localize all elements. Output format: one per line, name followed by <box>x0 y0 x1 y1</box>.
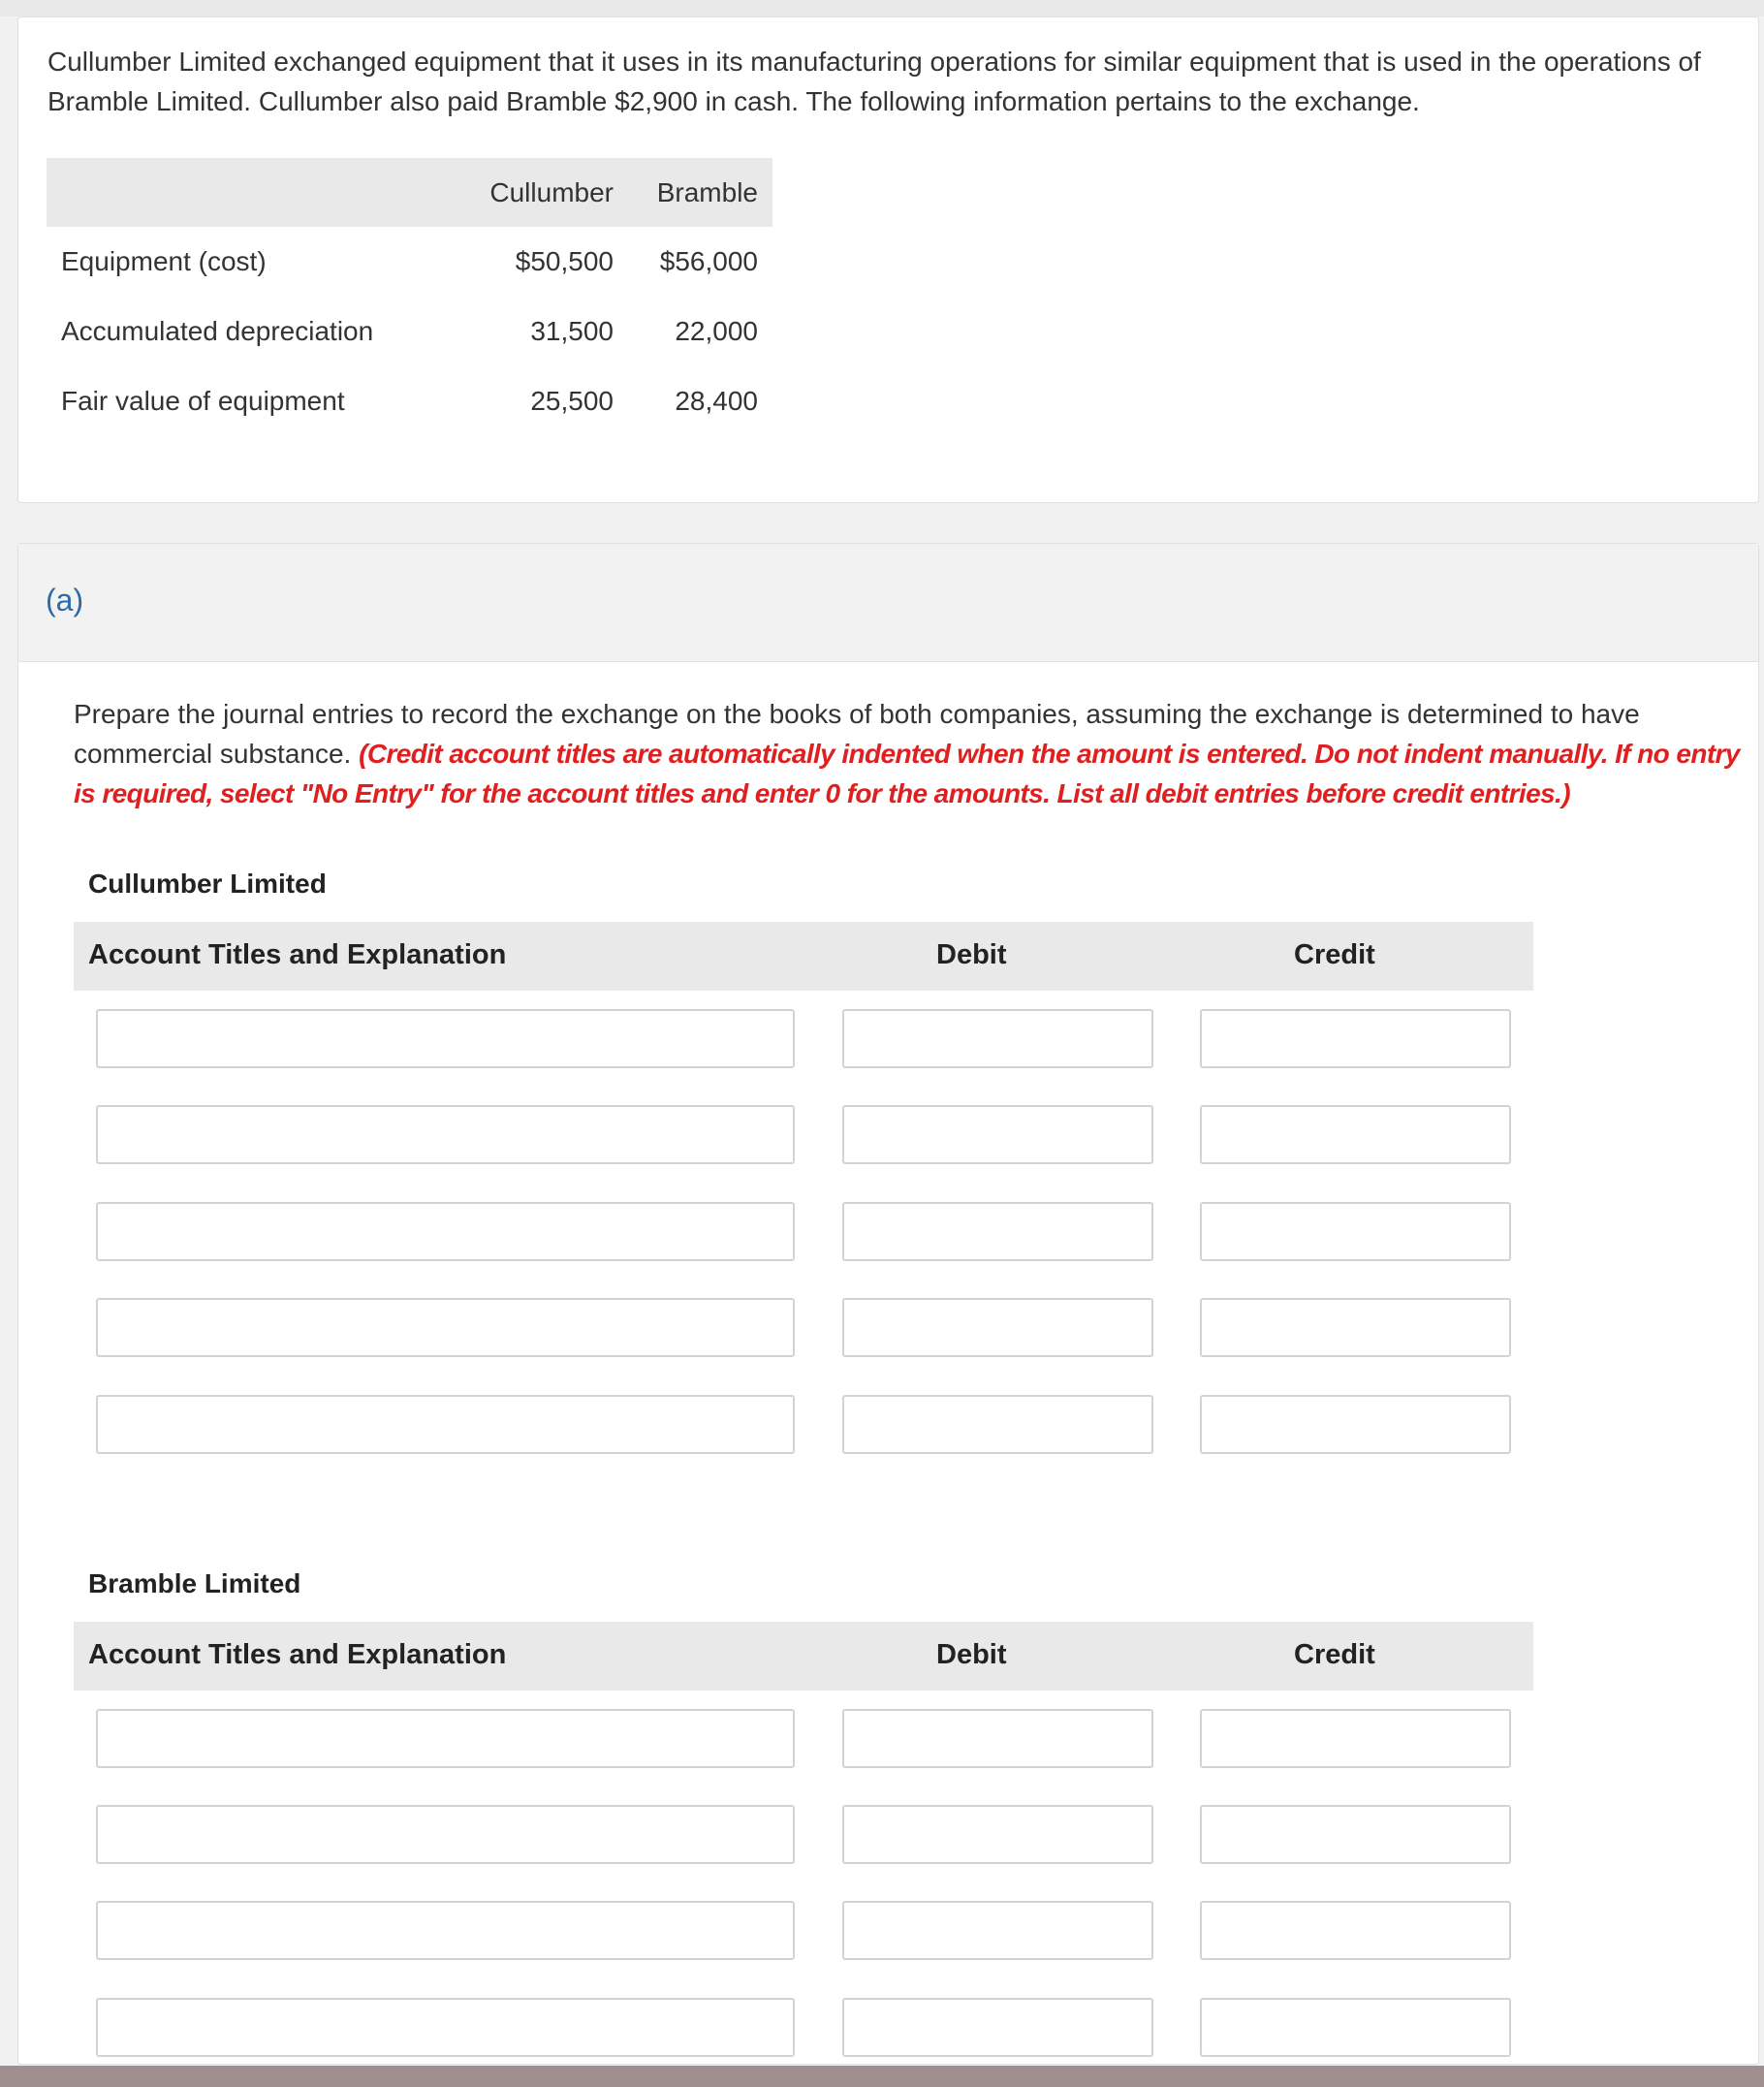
header-blank <box>47 158 435 227</box>
account-title-input[interactable] <box>96 1298 795 1357</box>
part-label: (a) <box>46 583 84 617</box>
row-label: Fair value of equipment <box>61 386 345 416</box>
credit-input[interactable] <box>1200 1805 1511 1864</box>
instruction-text: Prepare the journal entries to record the exchange on the books of both companies, assuming the exchange is determined to have commercial substance. <box>74 699 1640 769</box>
bramble-value: $56,000 <box>659 246 758 276</box>
debit-input[interactable] <box>842 1202 1153 1261</box>
journal-row <box>74 1202 1533 1261</box>
table-row <box>47 366 772 436</box>
header-account: Account Titles and Explanation <box>88 939 507 970</box>
part-a-card <box>17 543 1759 2065</box>
journal-row <box>74 1998 1533 2057</box>
bramble-value: 22,000 <box>675 316 758 346</box>
credit-input[interactable] <box>1200 1901 1511 1960</box>
header-bramble: Bramble <box>628 158 772 227</box>
header-debit: Debit <box>936 939 1007 970</box>
header-credit: Credit <box>1294 939 1375 970</box>
cullumber-value: 25,500 <box>530 386 614 416</box>
header-account: Account Titles and Explanation <box>88 1639 507 1670</box>
journal-row <box>74 1009 1533 1068</box>
problem-intro: Cullumber Limited exchanged equipment that it uses in its manufacturing operations for similar equipment that is used in the operations of Bramble Limited. Cullumber also paid Bramble $2,900 in cash. The following information pertains to the exchange. <box>47 47 1701 116</box>
account-title-input[interactable] <box>96 1009 795 1068</box>
credit-input[interactable] <box>1200 1998 1511 2057</box>
account-title-input[interactable] <box>96 1202 795 1261</box>
journal-row <box>74 1298 1533 1357</box>
journal-header-bramble <box>74 1622 1533 1691</box>
debit-input[interactable] <box>842 1901 1153 1960</box>
credit-input[interactable] <box>1200 1298 1511 1357</box>
cullumber-value: 31,500 <box>530 316 614 346</box>
table-row <box>47 227 772 297</box>
header-credit: Credit <box>1294 1639 1375 1670</box>
account-title-input[interactable] <box>96 1901 795 1960</box>
journal-header-cullumber <box>74 922 1533 991</box>
bramble-value: 28,400 <box>675 386 758 416</box>
debit-input[interactable] <box>842 1805 1153 1864</box>
credit-input[interactable] <box>1200 1105 1511 1164</box>
credit-input[interactable] <box>1200 1709 1511 1768</box>
journal-row <box>74 1901 1533 1960</box>
bottom-bar <box>0 2066 1764 2087</box>
cullumber-value: $50,500 <box>515 246 614 276</box>
problem-card <box>17 16 1759 503</box>
journal-row <box>74 1395 1533 1454</box>
journal-row <box>74 1105 1533 1164</box>
row-label: Equipment (cost) <box>61 246 267 276</box>
top-strip <box>0 0 1764 16</box>
company-name-bramble: Bramble Limited <box>88 1568 301 1598</box>
credit-input[interactable] <box>1200 1202 1511 1261</box>
account-title-input[interactable] <box>96 1998 795 2057</box>
instruction-note: (Credit account titles are automatically indented when the amount is entered. Do not indent manually. If no entry is required, select "No Entry" for the account titles and enter 0 for the amounts. List all debit entries before credit entries.) <box>74 739 1740 808</box>
row-label: Accumulated depreciation <box>61 316 374 346</box>
header-cullumber: Cullumber <box>435 158 628 227</box>
table-header-row <box>47 158 772 227</box>
debit-input[interactable] <box>842 1709 1153 1768</box>
company-name-cullumber: Cullumber Limited <box>88 869 327 899</box>
debit-input[interactable] <box>842 1298 1153 1357</box>
debit-input[interactable] <box>842 1105 1153 1164</box>
account-title-input[interactable] <box>96 1709 795 1768</box>
credit-input[interactable] <box>1200 1009 1511 1068</box>
debit-input[interactable] <box>842 1395 1153 1454</box>
exchange-data-table <box>47 158 772 436</box>
debit-input[interactable] <box>842 1009 1153 1068</box>
part-a-header <box>18 544 1758 662</box>
credit-input[interactable] <box>1200 1395 1511 1454</box>
debit-input[interactable] <box>842 1998 1153 2057</box>
account-title-input[interactable] <box>96 1805 795 1864</box>
header-debit: Debit <box>936 1639 1007 1670</box>
account-title-input[interactable] <box>96 1395 795 1454</box>
journal-row <box>74 1709 1533 1768</box>
account-title-input[interactable] <box>96 1105 795 1164</box>
table-row <box>47 297 772 366</box>
instructions <box>74 694 1741 813</box>
journal-row <box>74 1805 1533 1864</box>
